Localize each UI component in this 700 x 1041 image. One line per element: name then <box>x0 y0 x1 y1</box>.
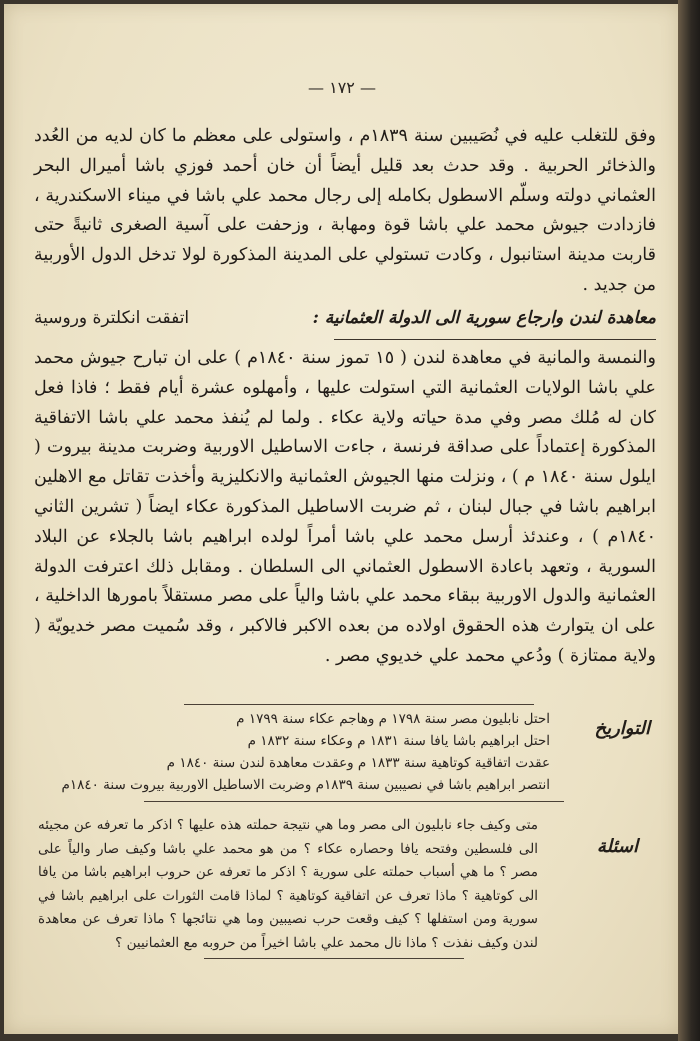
date-entry: عقدت اتفاقية كوتاهية سنة ١٨٣٣ م وعقدت معاهدة لندن سنة ١٨٤٠ م <box>166 755 550 771</box>
dates-label: التواريخ <box>594 718 650 739</box>
divider-rule <box>184 704 534 705</box>
questions-text: متى وكيف جاء نابليون الى مصر وما هي نتيجة حملته هذه عليها ؟ اذكر ما تعرفه عن مجيئه الى فلسطين وفتحه يافا وحصاره عكاء ؟ من هو محمد علي باشا وكيف صار والياً على مصر ؟ ما هي أسباب حملته على سورية ؟ اذكر ما تعرفه عن حروب ابراهيم باشا من يافا الى كوتاهية ؟ ماذا تعرف عن اتفاقية كوتاهية ؟ لماذا قامت الثورات على ابراهيم باشا في سورية ومن استفلها ؟ كيف وقعت حرب نصيبين وما هي نتائجها ؟ ماذا تعرف عن معاهدة لندن وكيف نفذت ؟ ماذا نال محمد علي باشا اخيراً من حروبه مع العثمانيين ؟ <box>38 817 538 951</box>
dates-list <box>30 708 550 796</box>
paragraph-london-treaty: والنمسة والمانية في معاهدة لندن ( ١٥ تموز سنة ١٨٤٠م ) على ان تبارح جيوش محمد علي باشا الولايات العثمانية التي استولت عليها ، وأمهلوه عشرة أيام فقط ؛ فاذا فعل كان له مُلك مصر وفي مدة حياته ولاية عكاء . ولما لم يُنفذ محمد علي باشا الاتفاقية المذكورة إعتماداً على صداقة فرنسة ، جاءت الاساطيل الاوربية وضربت مدينة بيروت ( ايلول سنة ١٨٤٠ م ) ، ونزلت منها الجيوش العثمانية والانكليزية وأخذت تقاتل مع الاهلين ابراهيم باشا في جبال لبنان ، ثم ضربت الاساطيل المذكورة عكاء ايضاً ( تشرين الثاني ١٨٤٠م ) ، وعندئذ أرسل محمد علي باشا أمراً لولده ابراهيم باشا بالجلاء عن البلاد السورية ، وتعهد باعادة الاسطول العثماني الى السلطان . ومقابل ذلك اعترفت الدولة العثمانية والدول الاوربية ببقاء محمد علي باشا والياً على مصر مستقلاً بامورها الداخلية ، على ان يتوارث هذه الحقوق اولاده من بعده الاكبر فالاكبر ، وقد سُميت مصر خديويّة ( ولاية ممتازة ) ودُعي محمد علي خديوي مصر . <box>34 348 657 666</box>
heading-underline <box>334 339 656 340</box>
page-number: — ١٧٢ — <box>308 78 376 97</box>
questions-label: اسئلة <box>596 836 638 857</box>
date-entry: احتل ابراهيم باشا يافا سنة ١٨٣١ م وعكاء سنة ١٨٣٢ م <box>247 733 550 749</box>
date-entry: انتصر ابراهيم باشا في نصيبين سنة ١٨٣٩م وضربت الاساطيل الاوربية بيروت سنة ١٨٤٠م <box>61 777 550 793</box>
section-heading-title: معاهدة لندن وارجاع سورية الى الدولة العثمانية : <box>312 308 656 328</box>
book-page <box>4 4 680 1034</box>
section-heading-lead-text: اتفقت انكلترة وروسية <box>34 308 190 328</box>
divider-rule <box>204 958 464 959</box>
section-heading-line <box>34 308 656 328</box>
paragraph-intro: وفق للتغلب عليه في نُصَيبين سنة ١٨٣٩م ، واستولى على معظم ما كان لديه من العُدد والذخائر الحربية . وقد حدث بعد قليل أيضاً أن خان أحمد فوزي باشا أميرال البحر العثماني دولته وسلّم الاسطول بكامله إلى رجال محمد علي باشا في ميناء الاسكندرية ، فازدادت جيوش محمد علي باشا قوة ومهابة ، وزحفت على آسية الصغرى ثانيةً حتى قاربت مدينة استانبول ، وكادت تستولي على المدينة المذكورة لولا تدخل الدول الأوربية من جديد . <box>34 126 656 295</box>
divider-rule <box>144 801 564 802</box>
date-entry: احتل نابليون مصر سنة ١٧٩٨ م وهاجم عكاء سنة ١٧٩٩ م <box>236 711 550 727</box>
book-binding-edge <box>678 0 700 1041</box>
